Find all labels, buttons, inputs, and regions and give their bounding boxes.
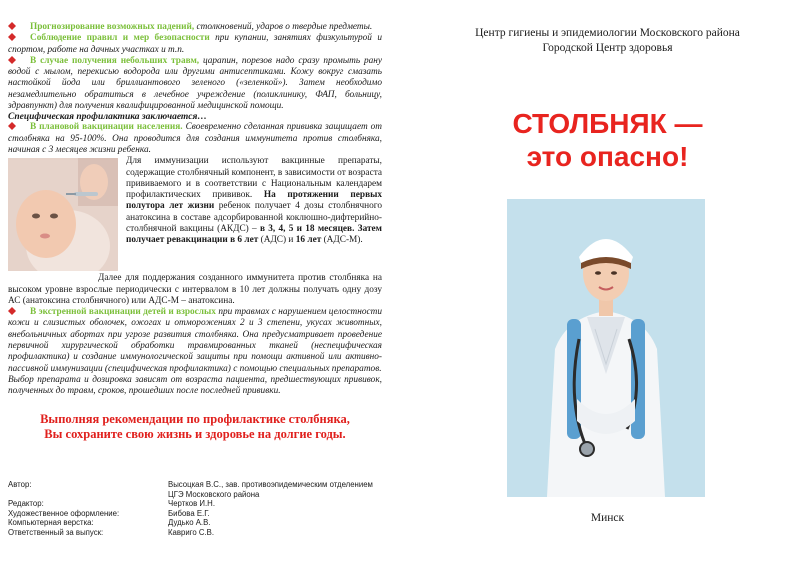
baby-photo-illustration: [8, 158, 118, 271]
doctor-photo: [507, 199, 705, 497]
paragraph-text: (АДС) и: [258, 235, 296, 246]
recommendation-line: Вы сохраните свою жизнь и здоровье на долгие годы.: [44, 426, 346, 441]
recommendation-line: Выполняя рекомендации по профилактике столбняка,: [40, 411, 350, 426]
paragraph-text: ребенок получает 4 дозы столбнячного анатоксина в составе адсорбированной коклюшно-дифтерийно-столбнячной вакцины (АКДС) –: [126, 201, 382, 235]
credit-role: Художественное оформление:: [8, 508, 120, 518]
credit-name: Кавриго С.В.: [168, 527, 215, 537]
paragraph-drug-choice: Выбор препарата и дозировка зависят от возраста пациента, предшествующих прививок, полученных до травм, сроков, прошедших после последней прививки.: [8, 374, 382, 397]
credit-role: Компьютерная верстка:: [8, 518, 94, 528]
doctor-illustration: [507, 199, 705, 497]
cover-column: [430, 0, 785, 566]
paragraph-text: при травмах с нарушением целостности кожи и слизистых оболочек, ожогах и отморожениях 2 и 3 степени, укусах животных, внебольничных абортах при угрозе развития столбняка. Она предусматривает проведение первичной хирургической обработки травмированных тканей (неспецифическая профилактика) и создание иммунологической защиты при помощи активной или активно-пассивной иммунизации (специфическая профилактика) с помощью специальных препаратов.: [8, 307, 382, 374]
credit-row: [8, 528, 382, 538]
highlight-text: В случае получения небольших травм,: [30, 55, 200, 66]
emphasis-text: в 3, 4, 5 и 18 месяцев. Затем получает ревакцинации в 6 лет: [126, 224, 383, 246]
title-line: СТОЛБНЯК —: [512, 108, 703, 139]
credit-name: Бибова Е.Г.: [168, 508, 210, 518]
credit-name: Высоцкая В.С., зав. противоэпидемическим отделением ЦГЭ Московского района: [168, 480, 373, 499]
credit-row: [8, 509, 382, 519]
specific-prophylaxis-heading: Специфическая профилактика заключается…: [8, 112, 207, 123]
credit-row: [8, 480, 382, 499]
credit-role: Автор:: [8, 480, 32, 489]
paragraph-revaccination: Далее для поддержания созданного иммунитета против столбняка на высоком уровне взрослые периодически с интервалом в 10 лет должны получать одну дозу АС (анатоксина столбнячного) или АДС-М – анатоксина.: [8, 273, 382, 306]
credit-name: Чертков И.Н.: [168, 499, 215, 509]
bullet-icon: [8, 122, 16, 130]
organization-name: [430, 26, 785, 56]
credits-block: [8, 480, 382, 538]
paragraph-text: при купании, занятиях физкультурой и спортом, работе на дачных участках и т.п.: [8, 33, 382, 55]
organization-line: Городской Центр здоровья: [542, 42, 673, 54]
credit-name: Дудько А.В.: [168, 518, 211, 528]
highlight-text: Соблюдение правил и мер безопасности: [30, 33, 210, 44]
paragraph-text: царапин, порезов надо сразу промыть рану водой с мылом, перекисью водорода или другими антисептиками. Кожу вокруг смазать настойкой йода или бриллиантового зеленого («зеленкой»). Затем необходимо незамедлительно обратиться в лечебное учреждение (поликлинику, ФАП, больницу, здравпункт) для получения квалифицированной медицинской помощи.: [8, 55, 382, 112]
emphasis-text: На протяжении первых полутора лет жизни: [126, 190, 382, 212]
left-column: [8, 22, 382, 442]
paragraph-planned-vaccination: [8, 122, 382, 156]
baby-vaccination-photo: [8, 158, 118, 271]
credit-role: Редактор:: [8, 499, 44, 509]
paragraph-text: Своевременно сделанная прививка защищает от столбняка на 95-100%. Она проводится для создания иммунитета против столбняка, начиная с 3 месяцев жизни ребенка.: [8, 122, 382, 155]
bullet-icon: [8, 56, 16, 64]
highlight-text: Прогнозирование возможных падений,: [30, 22, 195, 32]
paragraph-text: Для иммунизации используют вакцинные препараты, содержащие столбнячный компонент, в зависимости от возраста прививаемого и в соответствии с Национальным календарем профилактических прививок.: [126, 156, 382, 201]
credit-row: [8, 499, 382, 509]
bullet-icon: [8, 307, 16, 315]
bullet-icon: [8, 33, 16, 41]
paragraph-text: столкновений, ударов о твердые предметы.: [194, 22, 373, 32]
emphasis-text: 16 лет: [295, 235, 322, 246]
highlight-text: В плановой вакцинации населения.: [30, 122, 183, 133]
bullet-icon: [8, 22, 16, 30]
title-line: это опасно!: [526, 141, 689, 172]
credit-row: [8, 518, 382, 528]
city-name: Минск: [590, 512, 625, 524]
paragraph-falls: [8, 22, 382, 33]
leaflet-title: [430, 107, 785, 173]
highlight-text: В экстренной вакцинации детей и взрослых: [30, 307, 216, 318]
organization-line: Центр гигиены и эпидемиологии Московского района: [475, 27, 740, 39]
paragraph-emergency-vaccination: [8, 307, 382, 375]
paragraph-minor-injuries: [8, 56, 382, 112]
paragraph-text: (АДС-М).: [321, 235, 363, 246]
recommendation-text: [8, 412, 382, 442]
credit-role: Ответственный за выпуск:: [8, 527, 104, 537]
paragraph-safety: [8, 33, 382, 56]
